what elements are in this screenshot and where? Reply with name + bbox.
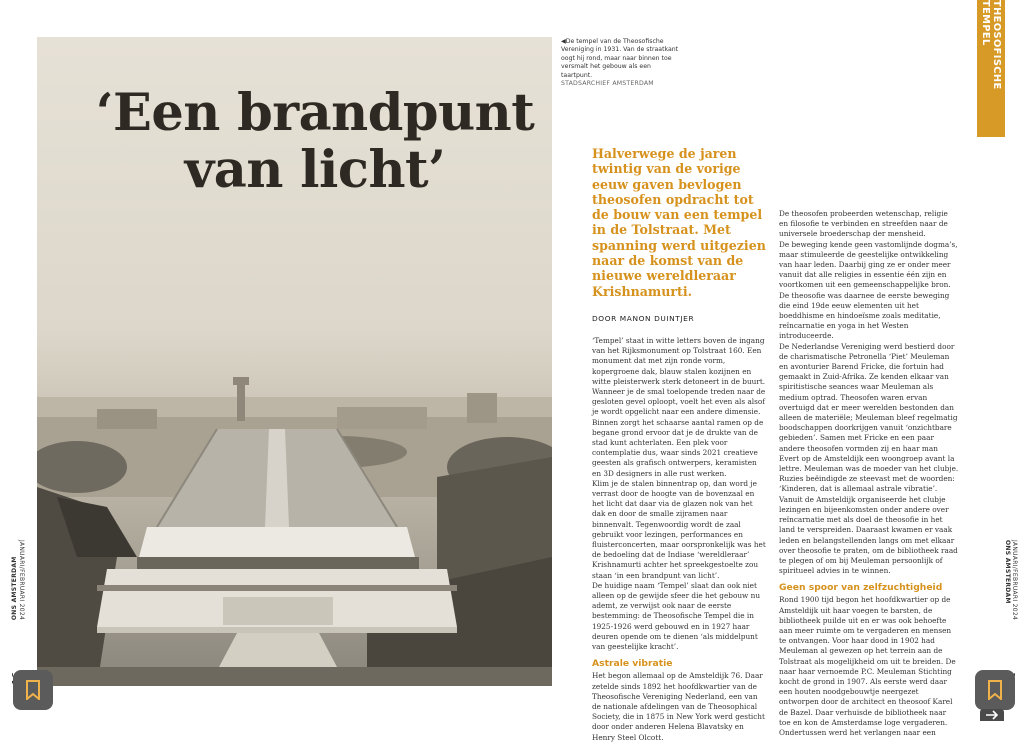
caption-credit: STADSARCHIEF AMSTERDAM [561,80,654,88]
bookmark-button-left[interactable] [13,670,53,710]
paragraph: ‘Tempel’ staat in witte letters boven de ingang van het Rijksmonument op Tolstraat 160. Een monument dat met zijn ronde vorm, kopergroene dak, blauw stalen kozijnen en witte pleisterwerk sterk detoneert in de buurt. Wanneer je de smal toelopende treden naar de gesloten gevel oploopt, voelt het even als alsof je wordt opgelicht naar een andere dimensie. Binnen zorgt het schaarse aantal ramen op de begane grond ervoor dat je de drukte van de stad kunt achterlaten. Een plek voor contemplatie dus, waar sinds 2021 creatieve geesten als grafisch ontwerpers, keramisten en 3D designers in alle rust werken. [592,336,766,478]
caption-text: ◀De tempel van de Theosofische Vereniging in 1931. Van de straatkant oogt hij rond, maar naar binnen toe versmalt het gebouw als een taartpunt. [561,38,679,79]
body-column-1 [592,336,766,743]
paragraph: De theosofen probeerden wetenschap, religie en filosofie te verbinden en streefden naar de universele broederschap der mensheid. [779,209,948,239]
subheading: Astrale vibratie [592,658,673,670]
magazine-name: ONS AMSTERDAM [11,556,18,621]
bookmark-button-right[interactable] [975,670,1015,710]
next-page-button[interactable] [980,709,1004,721]
issue-date: JANUARI/FEBRUARI 2024 [18,540,25,621]
byline: DOOR MANON DUINTJER [592,314,695,323]
section-tab [977,0,1005,137]
subheading: Geen spoor van zelfzuchtigheid [779,582,943,594]
paragraph: De huidige naam ‘Tempel’ slaat dan ook niet alleen op de gewijde sfeer die het gebouw nu ademt, ze verwijst ook naar de eerste bestemming: de Theosofische Tempel die in 1925-1926 werd gebouwd en in 1927 haar deuren opende om te dienen ‘als middelpunt van geestelijke kracht’. [592,580,761,652]
right-margin-footer [1004,540,1016,690]
photo-caption [561,38,681,88]
temple-photo [37,37,552,686]
section-tab-label: THEOSOFISCHE TEMPEL [980,0,1002,90]
body-column-2 [779,209,959,738]
bookmark-icon [987,680,1003,700]
intro-lead: Halverwege de jaren twintig van de vorige eeuw gaven bevlogen theosofen opdracht tot de bouw van een tempel in de Tolstraat. Met spanning werd uitgezien naar de komst van de nieuwe wereldleraar Krishnamurti. [592,146,766,299]
paragraph: Rond 1900 tijd begon het hoofdkwartier op de Amsteldijk uit haar voegen te barsten, de bibliotheek puilde uit en er was ook behoefte aan meer ruimte om te vergaderen en mensen te ontvangen. Voor haar dood in 1902 had Meuleman al gewezen op het terrein aan de Tolstraat als mogelijkheid om uit te breiden. De naar haar vernoemde P.C. Meuleman Stichting kocht de grond in 1907. Als eerste werd daar een houten noodgebouwtje neergezet ontworpen door de architect en theosoof Karel de Bazel. Daar verhuisde de bibliotheek naar toe en kon de Amsterdamse loge vergaderen. Ondertussen werd het verlangen naar een [779,595,956,737]
arrow-right-icon [985,710,999,720]
left-margin-footer [11,540,23,690]
paragraph: Klim je de stalen binnentrap op, dan word je verrast door de hoogte van de bovenzaal en het licht dat daar via de glazen nok van het dak en door de smalle zijramen naar binnenvalt. Tegenwoordig wordt de zaal gebruikt voor lezingen, performances en fluisterconcerten, maar oorspronkelijk was het de bedoeling dat de Indiase ‘wereldleraar’ Krishnamurti achter het spreekgestoelte zou staan ‘in een brandpunt van licht’. [592,478,766,580]
issue-date: JANUARI/FEBRUARI 2024 [1011,540,1018,621]
paragraph: Het begon allemaal op de Amsteldijk 76. Daar zetelde sinds 1892 het hoofdkwartier van de Theosofische Vereniging Nederland, een van de nationale afdelingen van de Theosophical Society, die in 1875 in New York werd gesticht door onder anderen Helena Blavatsky en Henry Steel Olcott. [592,671,765,742]
paragraph: De beweging kende geen vastomlijnde dogma’s, maar stimuleerde de geestelijke ontwikkeling van haar leden. Daarbij ging ze er onder meer vanuit dat alle religies in essentie één zijn en voortkomen uit een gemeenschappelijke bron. De theosofie was daarnee de eerste beweging die eind 19de eeuw elementen uit het boeddhisme en hindoeïsme zoals meditatie, reïncarnatie en yoga in het Westen introduceerde. [779,239,958,341]
paragraph: De Nederlandse Vereniging werd bestierd door de charismatische Petronella ‘Piet’ Meuleman en avonturier Barend Fricke, die fortuin had gemaakt in Zuid-Afrika. Ze kenden elkaar van spiritistische seances waar Meuleman als medium optrad. Theosofen waren ervan overtuigd dat er meer werelden bestonden dan alleen de materiële; Meuleman bleef regelmatig boodschappen doorkrijgen vanuit ‘onzichtbare gebieden’. Samen met Fricke en een paar andere theosofen vormden zij en haar man Evert op de Amsteldijk een woongroep avant la lettre. Meuleman was de moeder van het clubje. Ruzies beëindigde ze steevast met de woorden: ‘Kinderen, dat is allemaal astrale vibratie’. Vanuit de Amsteldijk organiseerde het clubje lezingen en bijeenkomsten onder andere over reïncarnatie met als doel de theosofie in het land te verspreiden. Daaraast kwamen er vaak leden en belangstellenden langs om met elkaar over theosofie te praten, om de bibliotheek raad te plegen of om bij Meuleman persoonlijk of spiritueel advies in te winnen. [779,341,959,576]
headline: ‘Een brandpunt van licht’ [95,83,535,200]
magazine-name: ONS AMSTERDAM [1004,540,1011,604]
bookmark-icon [25,680,41,700]
